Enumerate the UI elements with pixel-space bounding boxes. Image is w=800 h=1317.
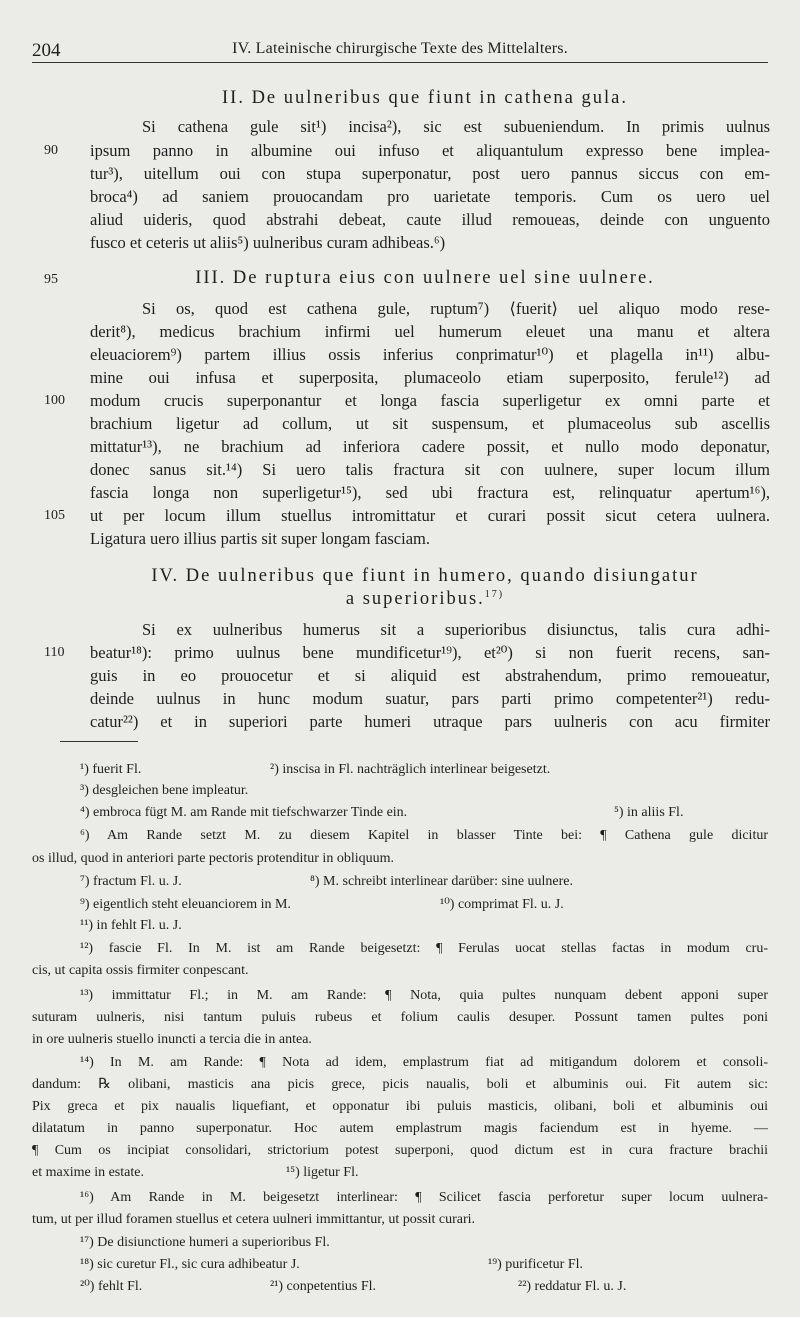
footnote: ²) inscisa in Fl. nachträglich interlinear beigesetzt. <box>270 762 551 777</box>
text-line: brachium ligetur ad collum, ut sit suspensum, et plumaceolus sub ascellis <box>90 414 770 433</box>
footnote: os illud, quod in anteriori parte pectoris protenditur in obliquum. <box>32 851 394 866</box>
footnote: ⁶) Am Rande setzt M. zu diesem Kapitel in blasser Tinte bei: ¶ Cathena gule dicitur <box>80 828 768 843</box>
line-number: 90 <box>44 143 58 158</box>
footnote: ³) desgleichen bene impleatur. <box>80 783 249 798</box>
footnote: ¹⁷) De disiunctione humeri a superioribus Fl. <box>80 1235 330 1250</box>
chapter-heading-3: III. De ruptura eius con uulnere uel sine uulnere. <box>195 268 655 288</box>
footnote: ¹⁸) sic curetur Fl., sic cura adhibeatur J. <box>80 1257 300 1272</box>
footnote: ¹²) fascie Fl. In M. ist am Rande beigesetzt: ¶ Ferulas uocat stellas factas in modum cru- <box>80 941 768 956</box>
text-line: broca⁴) ad saniem prouocandam pro uarietate temporis. Cum os uero uel <box>90 187 770 206</box>
text-line: derit⁸), medicus brachium infirmi uel humerum eleuet una manu et altera <box>90 322 770 341</box>
footnote: ²²) reddatur Fl. u. J. <box>518 1279 627 1294</box>
footnote: ⁸) M. schreibt interlinear darüber: sine uulnere. <box>310 874 574 889</box>
page-number: 204 <box>32 40 61 61</box>
footnote: ¹⁰) comprimat Fl. u. J. <box>440 897 564 912</box>
footnote: ⁴) embroca fügt M. am Rande mit tiefschwarzer Tinde ein. <box>80 805 408 820</box>
text-line: ipsum panno in albumine oui infuso et aliquantulum expresso bene implea- <box>90 141 770 160</box>
footnote: dilatatum in panno superponatur. Hoc autem emplastrum magis faciendum est in hyeme. — <box>32 1121 768 1136</box>
chapter-heading-2: II. De uulneribus que fiunt in cathena gula. <box>222 88 628 108</box>
footnote: ⁵) in aliis Fl. <box>614 805 684 820</box>
text-line: ut per locum illum stuellus intromittatur et curari possit sicut cetera uulnera. <box>90 506 770 525</box>
footnote-rule <box>60 741 138 742</box>
footnote-ref: 17) <box>484 588 505 600</box>
footnote: ⁹) eigentlich steht eleuanciorem in M. <box>80 897 291 912</box>
text-line: fascia longa non superligetur¹⁵), sed ubi fractura est, relinquatur apertum¹⁶), <box>90 483 770 502</box>
text-line: donec sanus sit.¹⁴) Si uero talis fractura sit con uulnere, super locum illum <box>90 460 770 479</box>
text-line: deinde uulnus in hunc modum suatur, pars parti primo competenter²¹) redu- <box>90 689 770 708</box>
footnote: cis, ut capita ossis firmiter conpescant. <box>32 963 249 978</box>
chapter-heading-4: IV. De uulneribus que fiunt in humero, quando disiungatur <box>151 566 699 586</box>
text-line: tur³), uitellum oui con stupa superponatur, post uero pannus siccus con em- <box>90 164 770 183</box>
text-line: mine oui infusa et superposita, plumaceolo etiam superposito, ferule¹²) ad <box>90 368 770 387</box>
footnote: ¹⁹) purificetur Fl. <box>488 1257 583 1272</box>
text-line: fusco et ceteris ut aliis⁵) uulneribus curam adhibeas.⁶) <box>90 233 446 252</box>
line-number: 110 <box>44 645 65 660</box>
footnote: ¹⁶) Am Rande in M. beigesetzt interlinear: ¶ Scilicet fascia perforetur super locum uulnera- <box>80 1190 768 1205</box>
footnote: ¹¹) in fehlt Fl. u. J. <box>80 918 182 933</box>
text-line: catur²²) et in superiori parte humeri utraque pars uulneris con acu firmiter <box>90 712 770 731</box>
footnote: tum, ut per illud foramen stuellus et cetera uulneri immittantur, ut possit curari. <box>32 1212 476 1227</box>
footnote: ¹³) immittatur Fl.; in M. am Rande: ¶ Nota, quia pultes nunquam debent apponi super <box>80 988 768 1003</box>
text-line: aliud uideris, quod abstrahi debeat, caute illud remoueas, deinde con unguento <box>90 210 770 229</box>
text-line: Si ex uulneribus humerus sit a superioribus disiunctus, talis cura adhi- <box>142 620 770 639</box>
line-number: 95 <box>44 272 58 287</box>
running-title: IV. Lateinische chirurgische Texte des Mittelalters. <box>232 40 568 57</box>
text-line: eleuaciorem⁹) partem illius ossis inferius conprimatur¹⁰) et plagella in¹¹) albu- <box>90 345 770 364</box>
line-number: 105 <box>44 508 65 523</box>
text-line: modum crucis superponantur et longa fascia superligetur ex omni parte et <box>90 391 770 410</box>
footnote: ²¹) conpetentius Fl. <box>270 1279 376 1294</box>
footnote: ¹⁵) ligetur Fl. <box>286 1165 359 1180</box>
text-line: Ligatura uero illius partis sit super longam fasciam. <box>90 529 430 548</box>
line-number: 100 <box>44 393 65 408</box>
text-line: mittatur¹³), ne brachium ad inferiora cadere possit, et nullo modo deponatur, <box>90 437 770 456</box>
chapter-heading-4-cont <box>90 589 760 610</box>
text-line: guis in eo prouocetur et si aliquid est abstrahendum, primo remoueatur, <box>90 666 770 685</box>
text-line: beatur¹⁸): primo uulnus bene mundificetur¹⁹), et²⁰) si non fuerit recens, san- <box>90 643 770 662</box>
running-header <box>32 36 768 63</box>
text-line: Si cathena gule sit¹) incisa²), sic est subueniendum. In primis uulnus <box>142 117 770 136</box>
footnote: ¹) fuerit Fl. <box>80 762 142 777</box>
footnote: ¹⁴) In M. am Rande: ¶ Nota ad idem, emplastrum fiat ad mitigandum dolorem et consoli- <box>80 1055 768 1070</box>
footnote: ¶ Cum os incipiat consolidari, strictorium potest superponi, quod dictum est in cura fracture brachii <box>32 1143 768 1158</box>
footnote: in ore uulneris stuello inuncti a tercia die in antea. <box>32 1032 312 1047</box>
footnote: et maxime in estate. <box>32 1165 144 1180</box>
heading-text: a superioribus. <box>345 589 485 609</box>
footnote: ⁷) fractum Fl. u. J. <box>80 874 182 889</box>
footnote: ²⁰) fehlt Fl. <box>80 1279 143 1294</box>
text-line: Si os, quod est cathena gule, ruptum⁷) ⟨fuerit⟩ uel aliquo modo rese- <box>142 299 770 318</box>
footnote: dandum: ℞ olibani, masticis ana picis grece, picis naualis, boli et albuminis oui. Fit autem sic: <box>32 1077 768 1092</box>
footnote: Pix greca et pix naualis liquefiant, et opponatur ibi puluis masticis, olibani, boli et albuminis oui <box>32 1099 768 1114</box>
footnote: suturam uulneris, nisi tantum puluis rubeus et folium caulis desuper. Possunt tamen pultes poni <box>32 1010 768 1025</box>
